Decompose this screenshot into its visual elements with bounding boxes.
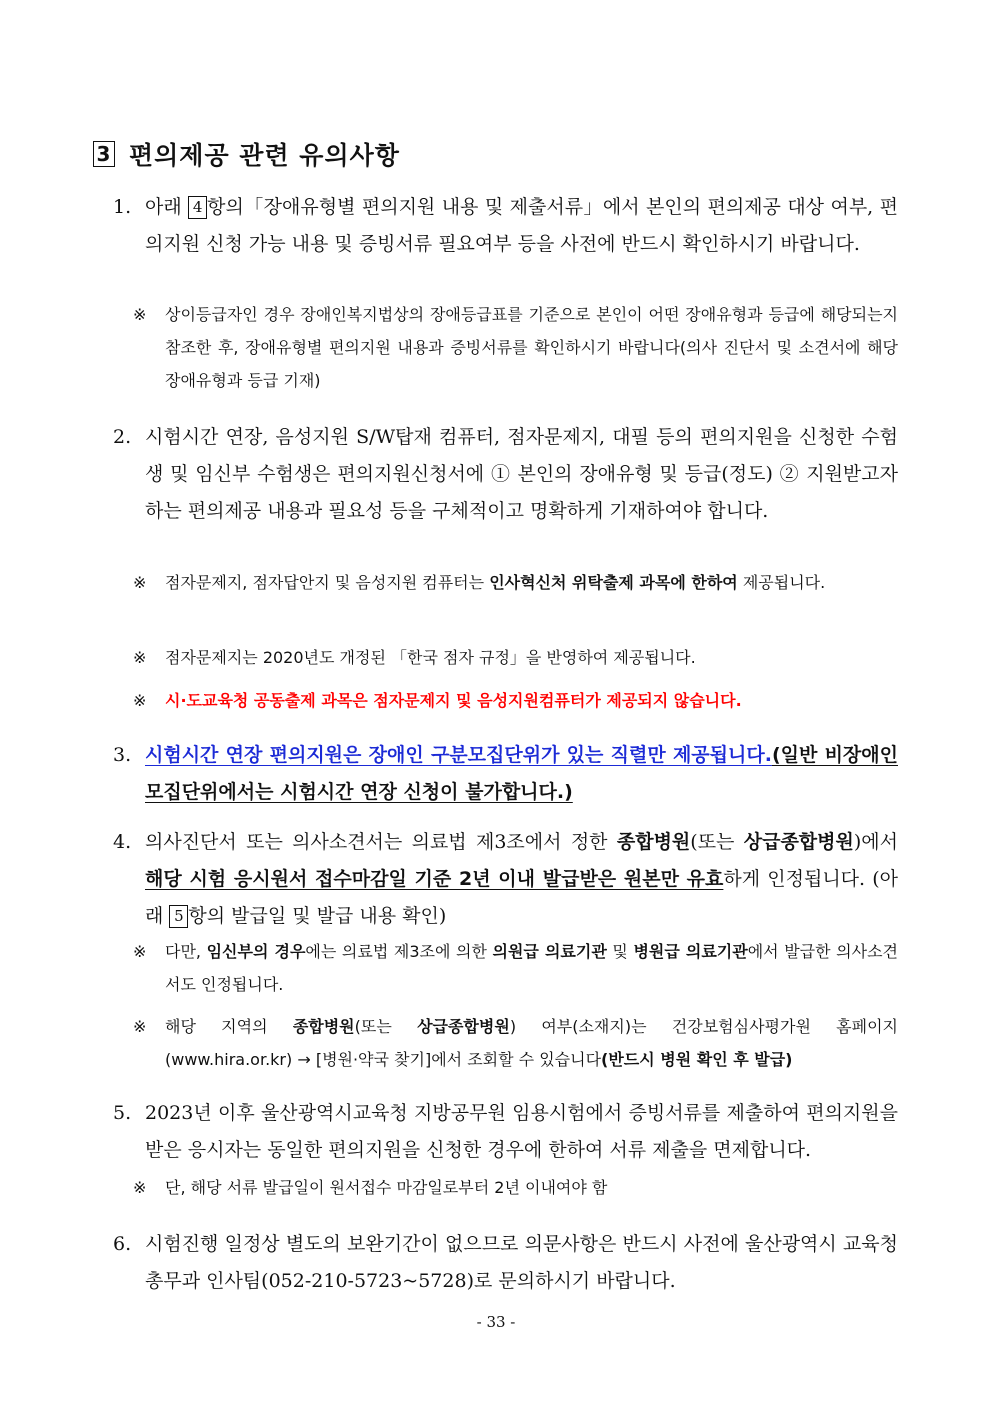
note-text: 단, 해당 서류 발급일이 원서접수 마감일로부터 2년 이내여야 함 xyxy=(165,1178,608,1197)
item-4-text: 의사진단서 또는 의사소견서는 의료법 제3조에서 정한 종합병원(또는 상급종합병원)에서 해당 시험 응시원서 접수마감일 기준 2년 이내 발급받은 원본만 유효하게 인정됩니다. (아래 5 항의 발급일 및 발급 내용 확인) xyxy=(145,831,898,927)
note-mark: ※ xyxy=(133,942,147,961)
section-heading xyxy=(93,136,400,172)
item-1-note xyxy=(133,298,898,397)
item-3-text xyxy=(145,737,898,811)
item-number: 3. xyxy=(113,744,132,766)
note-mark: ※ xyxy=(133,1178,147,1197)
item-2-note-2 xyxy=(133,641,898,674)
note-text: 다만, 임신부의 경우에는 의료법 제3조에 의한 의원급 의료기관 및 병원급 의료기관에서 발급한 의사소견서도 인정됩니다. xyxy=(165,942,899,994)
blue-emphasis: 시험시간 연장 편의지원은 장애인 구분모집단위가 있는 직렬만 제공됩니다. xyxy=(145,744,772,766)
underlined-emphasis: (일반 비장애인 모집단위에서는 시험시간 연장 신청이 불가합니다.) xyxy=(145,744,898,803)
item-number: 4. xyxy=(113,831,132,853)
item-number: 2. xyxy=(113,426,132,448)
item-number: 5. xyxy=(113,1102,132,1124)
note-text: 점자문제지, 점자답안지 및 음성지원 컴퓨터는 인사혁신처 위탁출제 과목에 한하여 제공됩니다. xyxy=(165,573,826,592)
ref-box-4: 4 xyxy=(188,196,207,219)
item-1 xyxy=(113,189,898,263)
item-6 xyxy=(113,1226,898,1300)
page-number: - 33 - xyxy=(476,1313,516,1331)
item-2-text: 시험시간 연장, 음성지원 S/W탑재 컴퓨터, 점자문제지, 대필 등의 편의지원을 신청한 수험생 및 임신부 수험생은 편의지원신청서에 ① 본인의 장애유형 및 등급(정도) ② 지원받고자 하는 편의제공 내용과 필요성 등을 구체적이고 명확하게 기재하여야 합니다. xyxy=(145,426,898,522)
item-4-note-1 xyxy=(133,935,898,1001)
item-3 xyxy=(113,737,898,811)
item-4 xyxy=(113,824,898,935)
note-text: 상이등급자인 경우 장애인복지법상의 장애등급표를 기준으로 본인이 어떤 장애유형과 등급에 해당되는지 참조한 후, 장애유형별 편의지원 내용과 증빙서류를 확인하시기 바랍니다(의사 진단서 및 소견서에 해당 장애유형과 등급 기재) xyxy=(165,305,898,390)
red-warning-text: 시·도교육청 공동출제 과목은 점자문제지 및 음성지원컴퓨터가 제공되지 않습니다. xyxy=(165,691,742,710)
ref-box-5: 5 xyxy=(169,905,188,928)
item-6-text: 시험진행 일정상 별도의 보완기간이 없으므로 의문사항은 반드시 사전에 울산광역시 교육청 총무과 인사팀(052-210-5723~5728)로 문의하시기 바랍니다. xyxy=(145,1233,898,1292)
item-5 xyxy=(113,1095,898,1169)
item-5-note xyxy=(133,1171,898,1204)
emphasis: 인사혁신처 위탁출제 과목에 한하여 xyxy=(489,573,738,592)
underlined-emphasis: 해당 시험 응시원서 접수마감일 기준 2년 이내 발급받은 원본만 유효 xyxy=(145,868,724,890)
note-mark: ※ xyxy=(133,305,147,324)
item-number: 6. xyxy=(113,1233,132,1255)
item-2-note-3 xyxy=(133,684,898,717)
note-mark: ※ xyxy=(133,648,147,667)
item-1-text: 아래 4 항의「장애유형별 편의지원 내용 및 제출서류」에서 본인의 편의제공 대상 여부, 편의지원 신청 가능 내용 및 증빙서류 필요여부 등을 사전에 반드시 확인하시기 바랍니다. xyxy=(145,196,899,255)
note-mark: ※ xyxy=(133,573,147,592)
item-5-text: 2023년 이후 울산광역시교육청 지방공무원 임용시험에서 증빙서류를 제출하여 편의지원을 받은 응시자는 동일한 편의지원을 신청한 경우에 한하여 서류 제출을 면제합니다. xyxy=(145,1102,898,1161)
section-title: 편의제공 관련 유의사항 xyxy=(129,141,400,170)
item-4-note-2 xyxy=(133,1010,898,1076)
item-2-note-1 xyxy=(133,566,898,599)
note-text: 해당 지역의 종합병원(또는 상급종합병원) 여부(소재지)는 건강보험심사평가원 홈페이지 (www.hira.or.kr) → [병원·약국 찾기]에서 조회할 수 있습니다(반드시 병원 확인 후 발급) xyxy=(165,1017,898,1069)
note-mark: ※ xyxy=(133,1017,147,1036)
note-text: 점자문제지는 2020년도 개정된 「한국 점자 규정」을 반영하여 제공됩니다. xyxy=(165,648,696,667)
item-2 xyxy=(113,419,898,530)
item-number: 1. xyxy=(113,196,132,218)
note-mark: ※ xyxy=(133,691,147,710)
section-number-box: 3 xyxy=(93,141,115,167)
